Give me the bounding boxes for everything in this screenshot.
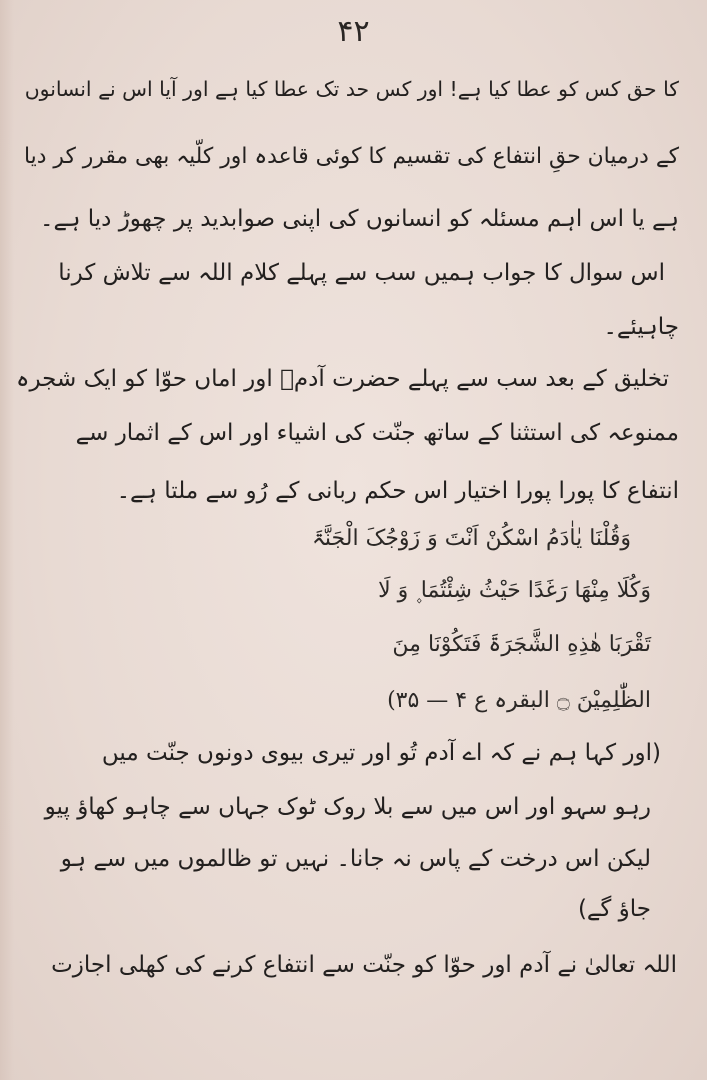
- body-line-final: اللہ تعالیٰ نے آدم اور حوّا کو جنّت سے انتفاع کرنے کی کھلی اجازت: [51, 952, 677, 978]
- ayah-reference-line: الظّٰلِمِیْنَ ۝ البقرہ ع ۴ — ۳۵): [387, 688, 651, 713]
- body-line-2: کے درمیان حقِ انتفاع کی تقسیم کا کوئی قاعدہ اور کلّیہ بھی مقرر کر دیا: [24, 144, 679, 169]
- translation-line-3: لیکن اس درخت کے پاس نہ جانا۔ نہیں تو ظالموں میں سے ہو: [60, 846, 651, 872]
- ayah-line-2: وَکُلَا مِنْهَا رَغَدًا حَیْثُ شِئْتُمَا ۪ وَ لَا: [378, 578, 651, 603]
- body-line-4: اس سوال کا جواب ہمیں سب سے پہلے کلام اللہ سے تلاش کرنا: [58, 260, 665, 286]
- body-line-1: کا حق کس کو عطا کیا ہے! اور کس حد تک عطا کیا ہے اور آیا اس نے انسانوں: [24, 77, 679, 101]
- ayah-line-3: تَقْرَبَا هٰذِهِ الشَّجَرَۃَ فَتَکُوْنَا مِنَ: [392, 632, 651, 657]
- translation-line-2: رہو سہو اور اس میں سے بلا روک ٹوک جہاں سے چاہو کھاؤ پیو: [44, 794, 651, 820]
- body-line-7: ممنوعہ کی استثنا کے ساتھ جنّت کی اشیاء اور اس کے اثمار سے: [75, 420, 679, 446]
- body-line-3: ہے یا اس اہم مسئلہ کو انسانوں کی اپنی صوابدید پر چھوڑ دیا ہے۔: [40, 206, 679, 232]
- translation-line-4: جاؤ گے): [577, 896, 651, 922]
- body-line-8: انتفاع کا پورا پورا اختیار اس حکم ربانی کے رُو سے ملتا ہے۔: [116, 478, 679, 504]
- page-number: ۴۲: [337, 14, 370, 49]
- page-edge-stain: [0, 0, 14, 1080]
- body-line-5: چاہیئے۔: [603, 314, 679, 340]
- translation-line-1: (اور کہا ہم نے کہ اے آدم تُو اور تیری بیوی دونوں جنّت میں: [101, 740, 661, 766]
- body-line-6: تخلیق کے بعد سب سے پہلے حضرت آدمؑ اور اماں حوّا کو ایک شجرہ: [16, 366, 669, 392]
- ayah-line-1: وَقُلْنَا یٰاٰدَمُ اسْکُنْ اَنْتَ وَ زَوْجُکَ الْجَنَّۃَ: [312, 526, 631, 551]
